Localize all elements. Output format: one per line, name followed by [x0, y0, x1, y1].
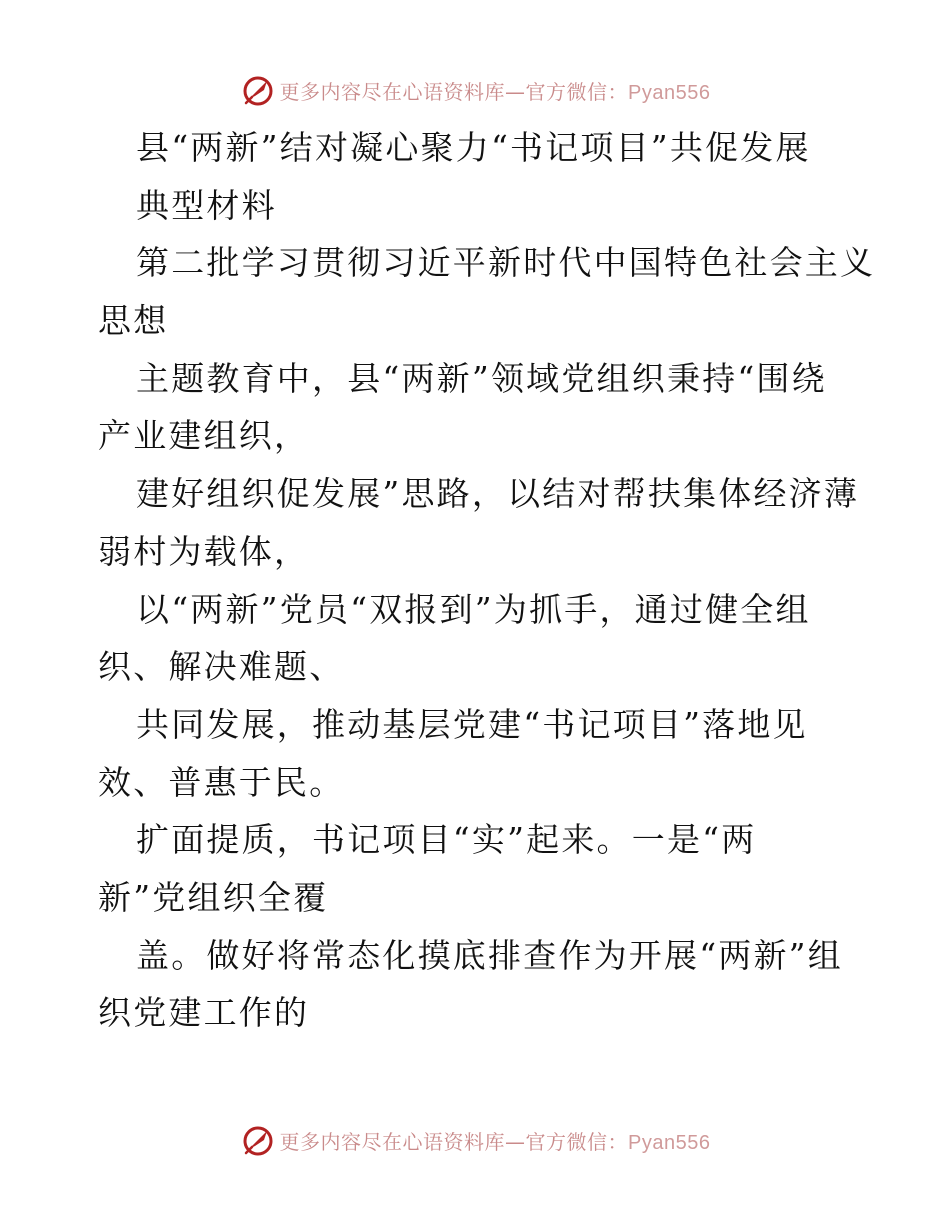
- body-text-line: 扩面提质，书记项目“实”起来。一是“两: [136, 820, 757, 860]
- header-watermark: [0, 70, 950, 110]
- body-text-line: 县“两新”结对凝心聚力“书记项目”共促发展: [136, 128, 811, 167]
- watermark-contact-label: 官方微信：: [525, 1129, 629, 1154]
- watermark-title: 更多内容尽在心语资料库: [279, 1129, 506, 1154]
- body-text-line: 主题教育中，县“两新”领域党组织秉持“围绕: [136, 358, 827, 398]
- watermark-contact-id: Pyan556: [628, 1131, 711, 1154]
- quill-logo-icon: [240, 1122, 276, 1158]
- watermark-contact-label: 官方微信：: [525, 79, 629, 104]
- watermark-separator: —: [505, 1129, 526, 1154]
- body-text-line: 思想: [98, 301, 169, 341]
- body-text-line: 建好组织促发展”思路，以结对帮扶集体经济薄: [136, 474, 860, 514]
- footer-watermark: [0, 1120, 950, 1160]
- watermark-title: 更多内容尽在心语资料库: [279, 79, 506, 104]
- watermark-text: [280, 1126, 711, 1155]
- body-text-line: 织党建工作的: [98, 993, 310, 1033]
- quill-logo-icon: [240, 72, 276, 108]
- body-text-line: 效、普惠于民。: [98, 762, 345, 802]
- body-text-line: 第二批学习贯彻习近平新时代中国特色社会主义: [136, 243, 876, 283]
- body-text-line: 盖。做好将常态化摸底排查作为开展“两新”组: [136, 935, 843, 975]
- watermark-contact-id: Pyan556: [628, 81, 711, 104]
- watermark-text: [280, 76, 711, 105]
- body-text-line: 共同发展，推动基层党建“书记项目”落地见: [136, 704, 808, 744]
- body-text-line: 典型材料: [136, 185, 277, 225]
- document-body: [98, 119, 876, 1042]
- body-text-line: 弱村为载体，: [98, 531, 310, 571]
- body-text-line: 织、解决难题、: [98, 647, 345, 687]
- body-text-line: 产业建组织，: [98, 416, 310, 456]
- watermark-separator: —: [505, 79, 526, 104]
- body-text-line: 新”党组织全覆: [98, 877, 329, 917]
- body-text-line: 以“两新”党员“双报到”为抓手，通过健全组: [136, 589, 811, 629]
